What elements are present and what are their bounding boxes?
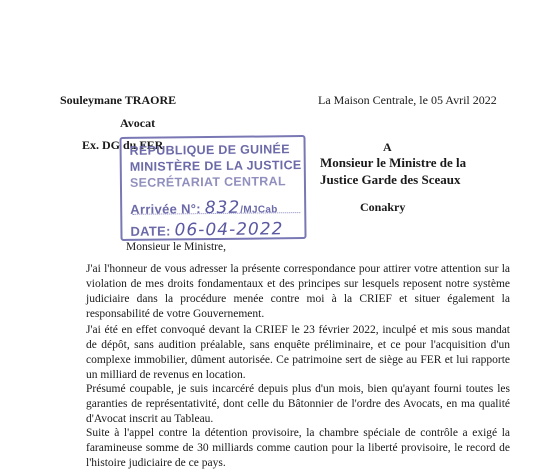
salutation: Monsieur le Ministre, [126, 241, 226, 253]
stamp-arrival-suffix: /MJCab [240, 204, 278, 216]
paragraph-1: J'ai l'honneur de vous adresser la présente correspondance pour attirer votre attention sur la violation de mes droits fondamentaux et des principes sur lesquels reposent notre système judiciaire dans la procédure menée contre moi à la CRIEF et situer également la responsabilité de votre Gouvernement. [86, 263, 510, 320]
sender-name: Souleymane TRAORE [60, 93, 177, 107]
recipient-line-1: Monsieur le Ministre de la [320, 155, 467, 170]
stamp-arrival-number: 832 [204, 197, 241, 219]
stamp-date-label: DATE: [130, 223, 171, 239]
reception-stamp [119, 135, 306, 241]
stamp-date [130, 219, 283, 241]
stamp-line-2: MINISTÈRE DE LA JUSTICE [129, 158, 302, 174]
paragraph-4: Suite à l'appel contre la détention provisoire, la chambre spéciale de contrôle a exigé la faramineuse somme de 30 milliards comme caution pour la liberté provisoire, le record de l'histoire judiciaire de ce pays. [86, 427, 510, 469]
recipient-line-2: Justice Garde des Sceaux [320, 172, 461, 187]
sender-title: Avocat [120, 116, 156, 130]
stamp-arrival [130, 197, 278, 219]
stamp-line-3: SECRÉTARIAT CENTRAL [129, 174, 286, 190]
paragraph-3: Présumé coupable, je suis incarcéré depuis plus d'un mois, bien qu'ayant fourni toutes les garanties de représentativité, dont celle du Bâtonnier de l'ordre des Avocats, en ma qualité d'Avocat inscrit au Tableau. [86, 383, 510, 425]
sender-former-role: Ex. DG du FER [82, 138, 164, 152]
stamp-date-value: 06-04-2022 [174, 219, 284, 241]
recipient-prefix: A [383, 140, 392, 154]
paragraph-2: J'ai été en effet convoqué devant la CRIEF le 23 février 2022, inculpé et mis sous mandat de dépôt, sans audition préalable, sans enquête préliminaire, et ce pour l'acquisition d'un complexe immobilier, dûment autorisée. Ce patrimoine sert de siège au FER et lui rapporte un milliard de revenus en location. [86, 324, 510, 381]
stamp-line-1: RÉPUBLIQUE DE GUINÉE [129, 142, 290, 158]
place-date: La Maison Centrale, le 05 Avril 2022 [318, 93, 497, 107]
recipient-city: Conakry [360, 200, 406, 214]
stamp-arrival-label: Arrivée N°: [130, 201, 201, 217]
